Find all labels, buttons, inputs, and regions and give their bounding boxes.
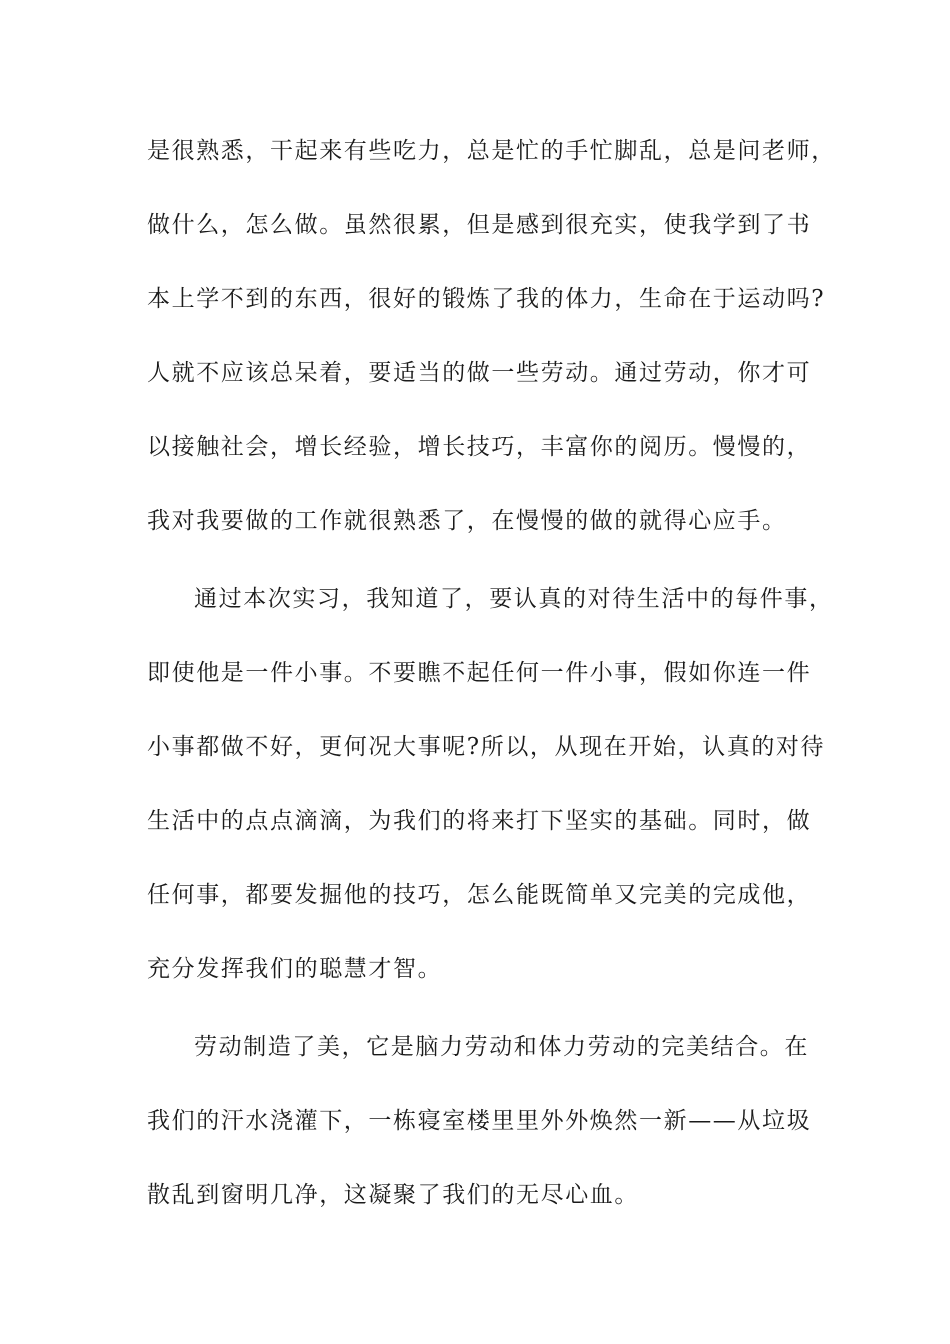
text-line: 本上学不到的东西，很好的锻炼了我的体力，生命在于运动吗?	[147, 286, 826, 312]
text-line: 即使他是一件小事。不要瞧不起任何一件小事，假如你连一件	[147, 660, 812, 686]
text-line: 做什么，怎么做。虽然很累，但是感到很充实，使我学到了书	[147, 212, 812, 238]
text-line: 以接触社会，增长经验，增长技巧，丰富你的阅历。慢慢的，	[147, 434, 812, 460]
text-line: 我们的汗水浇灌下，一栋寝室楼里里外外焕然一新——从垃圾	[147, 1108, 812, 1134]
text-line: 任何事，都要发掘他的技巧，怎么能既简单又完美的完成他，	[147, 882, 812, 908]
text-line: 小事都做不好，更何况大事呢?所以，从现在开始，认真的对待	[147, 734, 826, 760]
paragraph-first-line: 通过本次实习，我知道了，要认真的对待生活中的每件事，	[194, 586, 834, 612]
text-line: 散乱到窗明几净，这凝聚了我们的无尽心血。	[147, 1182, 639, 1208]
paragraph-first-line: 劳动制造了美，它是脑力劳动和体力劳动的完美结合。在	[194, 1034, 809, 1060]
text-line: 是很熟悉，干起来有些吃力，总是忙的手忙脚乱，总是问老师，	[147, 138, 836, 164]
text-line: 我对我要做的工作就很熟悉了，在慢慢的做的就得心应手。	[147, 508, 787, 534]
text-line: 生活中的点点滴滴，为我们的将来打下坚实的基础。同时，做	[147, 808, 812, 834]
text-line: 充分发挥我们的聪慧才智。	[147, 956, 443, 982]
text-line: 人就不应该总呆着，要适当的做一些劳动。通过劳动，你才可	[147, 360, 812, 386]
